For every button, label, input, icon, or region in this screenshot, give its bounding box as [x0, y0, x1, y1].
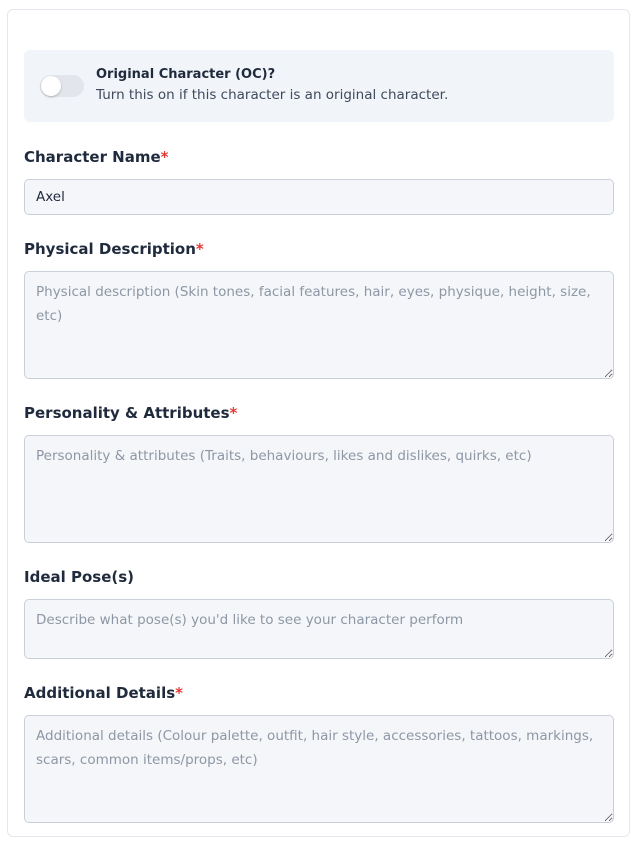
additional-details-textarea[interactable]: [24, 715, 614, 823]
character-name-input[interactable]: [24, 179, 614, 215]
physical-description-label-text: Physical Description: [24, 240, 196, 258]
physical-description-label: [24, 240, 204, 258]
oc-toggle-description: Turn this on if this character is an original character.: [96, 87, 449, 103]
ideal-poses-label-text: Ideal Pose(s): [24, 568, 135, 586]
character-name-label-text: Character Name: [24, 148, 161, 166]
oc-toggle-switch[interactable]: [40, 75, 84, 97]
physical-description-textarea[interactable]: [24, 271, 614, 379]
personality-attributes-label: [24, 404, 237, 422]
required-asterisk: *: [195, 240, 204, 258]
character-name-label: [24, 148, 169, 166]
additional-details-label: [24, 684, 183, 702]
toggle-knob: [41, 76, 61, 96]
required-asterisk: *: [229, 404, 238, 422]
required-asterisk: *: [160, 148, 169, 166]
oc-toggle-panel: [24, 50, 614, 122]
ideal-poses-label: [24, 568, 134, 586]
additional-details-label-text: Additional Details: [24, 684, 176, 702]
personality-attributes-label-text: Personality & Attributes: [24, 404, 230, 422]
required-asterisk: *: [175, 684, 183, 702]
character-form-card: [7, 9, 630, 837]
oc-toggle-title: Original Character (OC)?: [96, 67, 276, 82]
personality-attributes-textarea[interactable]: [24, 435, 614, 543]
ideal-poses-textarea[interactable]: [24, 599, 614, 659]
